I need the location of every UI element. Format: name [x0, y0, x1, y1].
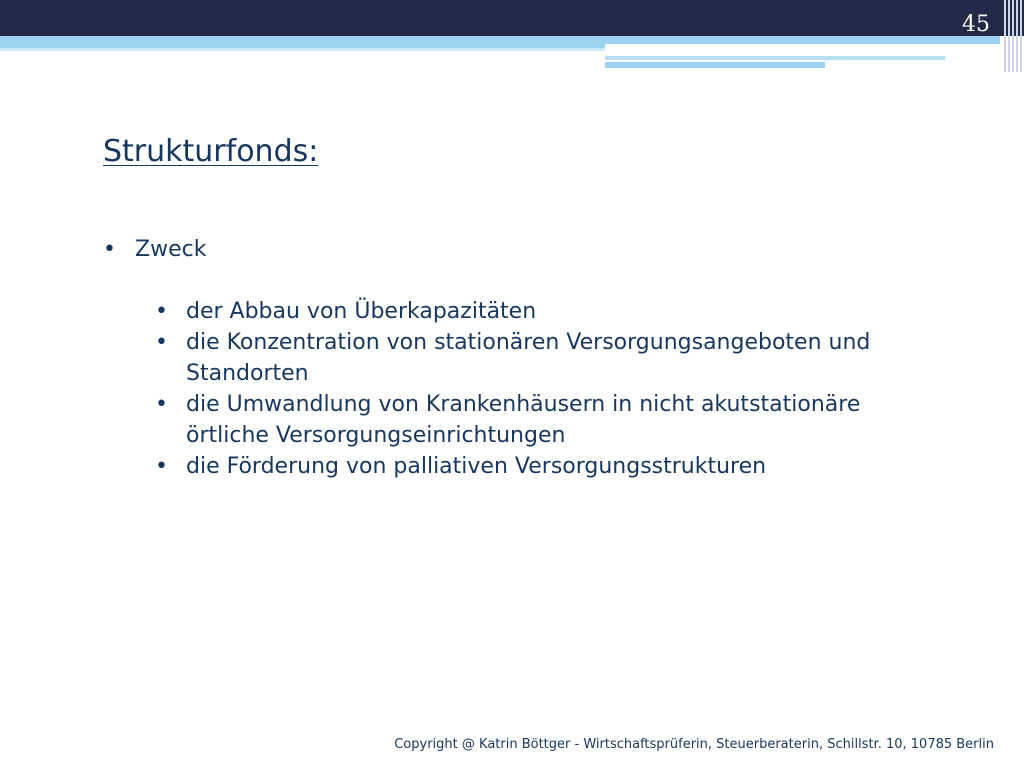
- bullet-text-zweck: Zweck: [135, 237, 207, 262]
- decorative-vertical-lines: [1000, 0, 1024, 72]
- header-stripe-light: [605, 56, 945, 60]
- footer-copyright: Copyright @ Katrin Böttger - Wirtschaftsprüferin, Steuerberaterin, Schillstr. 10, 10785 Berlin: [394, 737, 994, 752]
- header-gap: [605, 44, 1000, 56]
- sub-bullet-item: • die Förderung von palliativen Versorgungsstrukturen: [155, 451, 943, 482]
- sub-bullet-item: • der Abbau von Überkapazitäten: [155, 296, 943, 327]
- sub-bullet-item: • die Umwandlung von Krankenhäusern in nicht akutstationäre örtliche Versorgungseinrichtungen: [155, 389, 943, 451]
- header-stripe-thin: [0, 48, 605, 51]
- sub-bullet-item: • die Konzentration von stationären Versorgungsangeboten und Standorten: [155, 327, 943, 389]
- header-bar: [0, 0, 1024, 36]
- slide-title: Strukturfonds:: [103, 134, 319, 169]
- slide-number: 45: [962, 12, 990, 37]
- sub-bullet-list: [155, 296, 943, 482]
- bullet-list: [103, 236, 943, 482]
- bullet-item: [103, 236, 943, 482]
- header-stripe-short: [605, 62, 825, 68]
